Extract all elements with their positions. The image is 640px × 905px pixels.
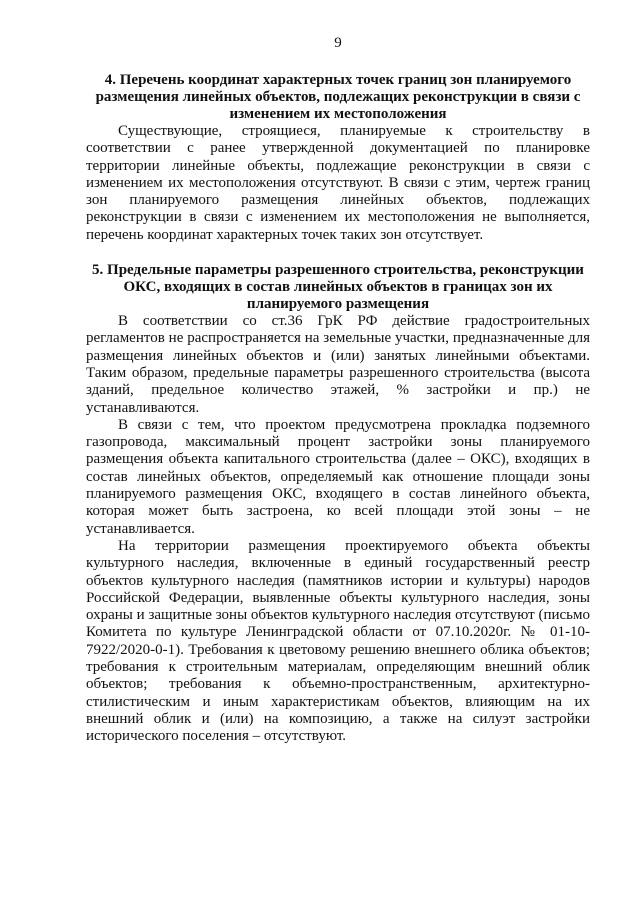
paragraph: На территории размещения проектируемого объекта объекты культурного наследия, включенные в единый государственный реестр объектов культурного наследия (памятников истории и культуры) народов Российской Федерации, выявленные объекты культурного наследия, зоны охраны и защитные зоны объектов культурного наследия отсутствуют (письмо Комитета по культуре Ленинградской области от 07.10.2020г. № 01-10-7922/2020-0-1). Требования к цветовому решению внешнего облика объектов; требования к строительным материалам, определяющим внешний облик объектов; требования к объемно-пространственным, архитектурно-стилистическим и иным характеристикам объектов, влияющим на их внешний облик и (или) на композицию, а также на силуэт застройки исторического поселения – отсутствуют.: [86, 537, 590, 745]
section-5: [86, 262, 590, 745]
paragraph: В связи с тем, что проектом предусмотрена прокладка подземного газопровода, максимальный процент застройки зоны планируемого размещения объекта капитального строительства (далее – ОКС), входящих в состав линейных объектов, определяемый как отношение площади зоны планируемого размещения ОКС, входящего в состав линейного объекта, которая может быть застроена, ко всей площади этой зоны – не устанавливается.: [86, 416, 590, 537]
section-heading: 4. Перечень координат характерных точек границ зон планируемого размещения линейных объектов, подлежащих реконструкции в связи с изменением их местоположения: [95, 72, 581, 122]
paragraph: В соответствии со ст.36 ГрК РФ действие градостроительных регламентов не распространяется на земельные участки, предназначенные для размещения линейных объектов и (или) занятых линейными объектами. Таким образом, предельные параметры разрешенного строительства (высота зданий, предельное количество этажей, % застройки и пр.) не устанавливаются.: [86, 313, 590, 416]
section-heading: 5. Предельные параметры разрешенного строительства, реконструкции ОКС, входящих в состав линейных объектов в границах зон их планируемого размещения: [92, 262, 584, 313]
section-4: [86, 72, 590, 244]
page-number: 9: [334, 35, 342, 51]
paragraph: Существующие, строящиеся, планируемые к строительству в соответствии с ранее утвержденной документацией по планировке территории линейные объекты, подлежащие реконструкции в связи с изменением их местоположения отсутствуют. В связи с этим, чертеж границ зон планируемого размещения линейных объектов, подлежащих реконструкции в связи с изменением их местоположения не выполняется, перечень координат характерных точек таких зон отсутствует.: [86, 123, 590, 243]
